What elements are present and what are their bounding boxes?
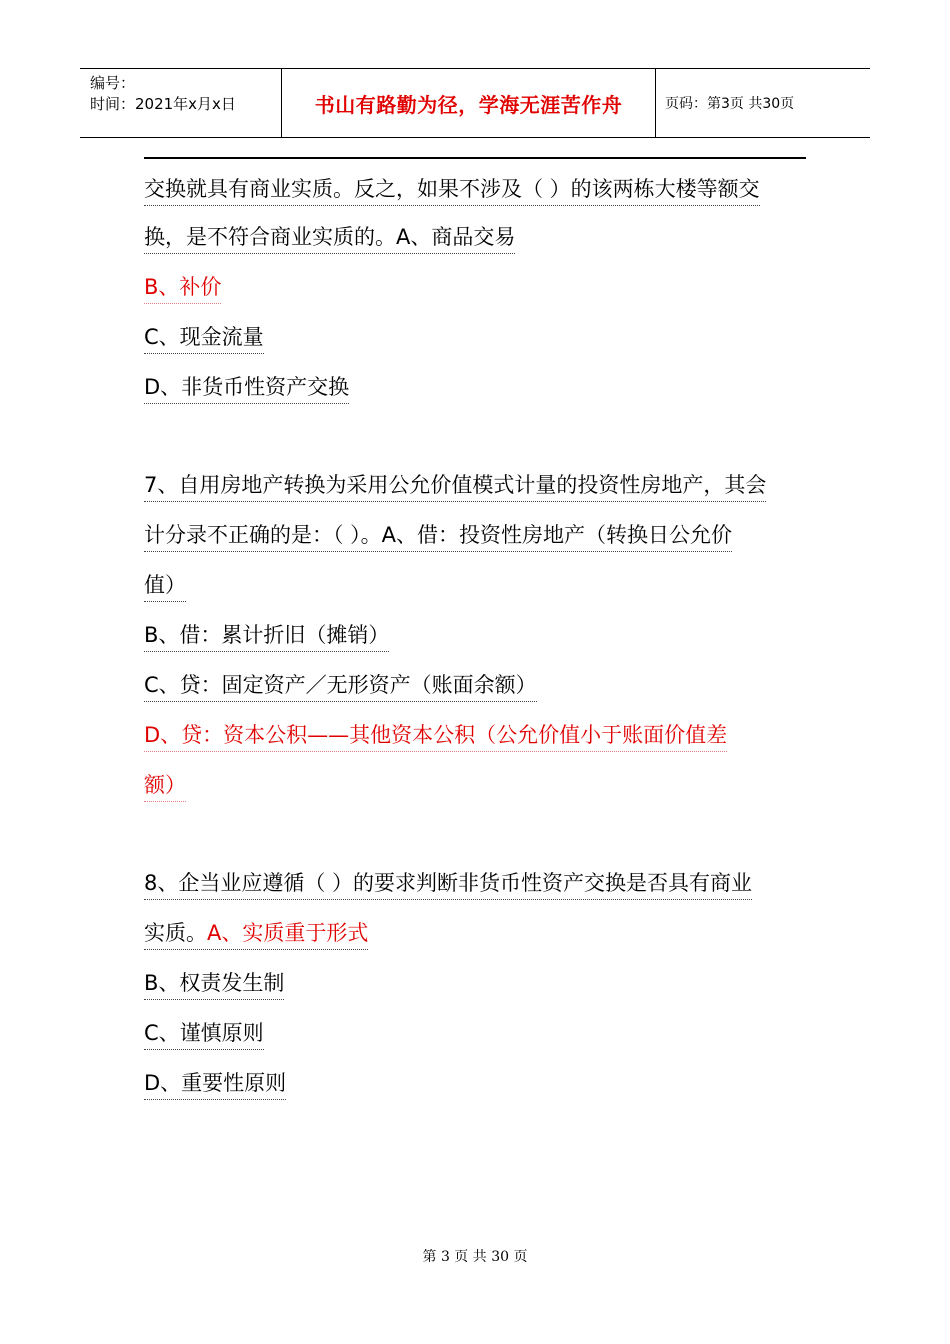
answer-option: D、贷：资本公积——其他资本公积（公允价值小于账面价值差	[144, 720, 727, 752]
header-page-cell	[656, 69, 870, 137]
option-line: C、现金流量	[144, 322, 264, 354]
option-line: D、重要性原则	[144, 1068, 286, 1100]
option-line: C、谨慎原则	[144, 1018, 264, 1050]
text-line: 换，是不符合商业实质的。A、商品交易	[144, 222, 515, 254]
question-line: 计分录不正确的是：（ ）。A、借：投资性房地产（转换日公允价	[144, 520, 732, 552]
page-footer: 第 3 页 共 30 页	[422, 1249, 528, 1265]
header-meta	[80, 69, 282, 137]
option-line: D、非货币性资产交换	[144, 372, 349, 404]
option-line: C、贷：固定资产／无形资产（账面余额）	[144, 670, 537, 702]
header-motto-cell	[282, 69, 656, 137]
question-line: 实质。A、实质重于形式	[144, 918, 368, 950]
answer-inline: A、实质重于形式	[207, 921, 369, 945]
document-header	[80, 68, 870, 138]
question-line: 值）	[144, 570, 186, 602]
content-top-rule	[144, 157, 806, 159]
question-line: 8、企当业应遵循（ ）的要求判断非货币性资产交换是否具有商业	[144, 868, 752, 900]
number-label: 编号：	[90, 74, 136, 92]
question-line: 7、自用房地产转换为采用公允价值模式计量的投资性房地产，其会	[144, 470, 766, 502]
text-line: 交换就具有商业实质。反之，如果不涉及（ ）的该两栋大楼等额交	[144, 174, 760, 206]
date-label: 时间：2021年x月x日	[90, 95, 236, 113]
option-line: B、借：累计折旧（摊销）	[144, 620, 389, 652]
option-line: B、权责发生制	[144, 968, 284, 1000]
motto-text: 书山有路勤为径，学海无涯苦作舟	[314, 92, 623, 117]
answer-option: B、补价	[144, 272, 221, 304]
header-page-info: 页码：第3页 共30页	[665, 96, 795, 112]
answer-option: 额）	[144, 770, 186, 802]
